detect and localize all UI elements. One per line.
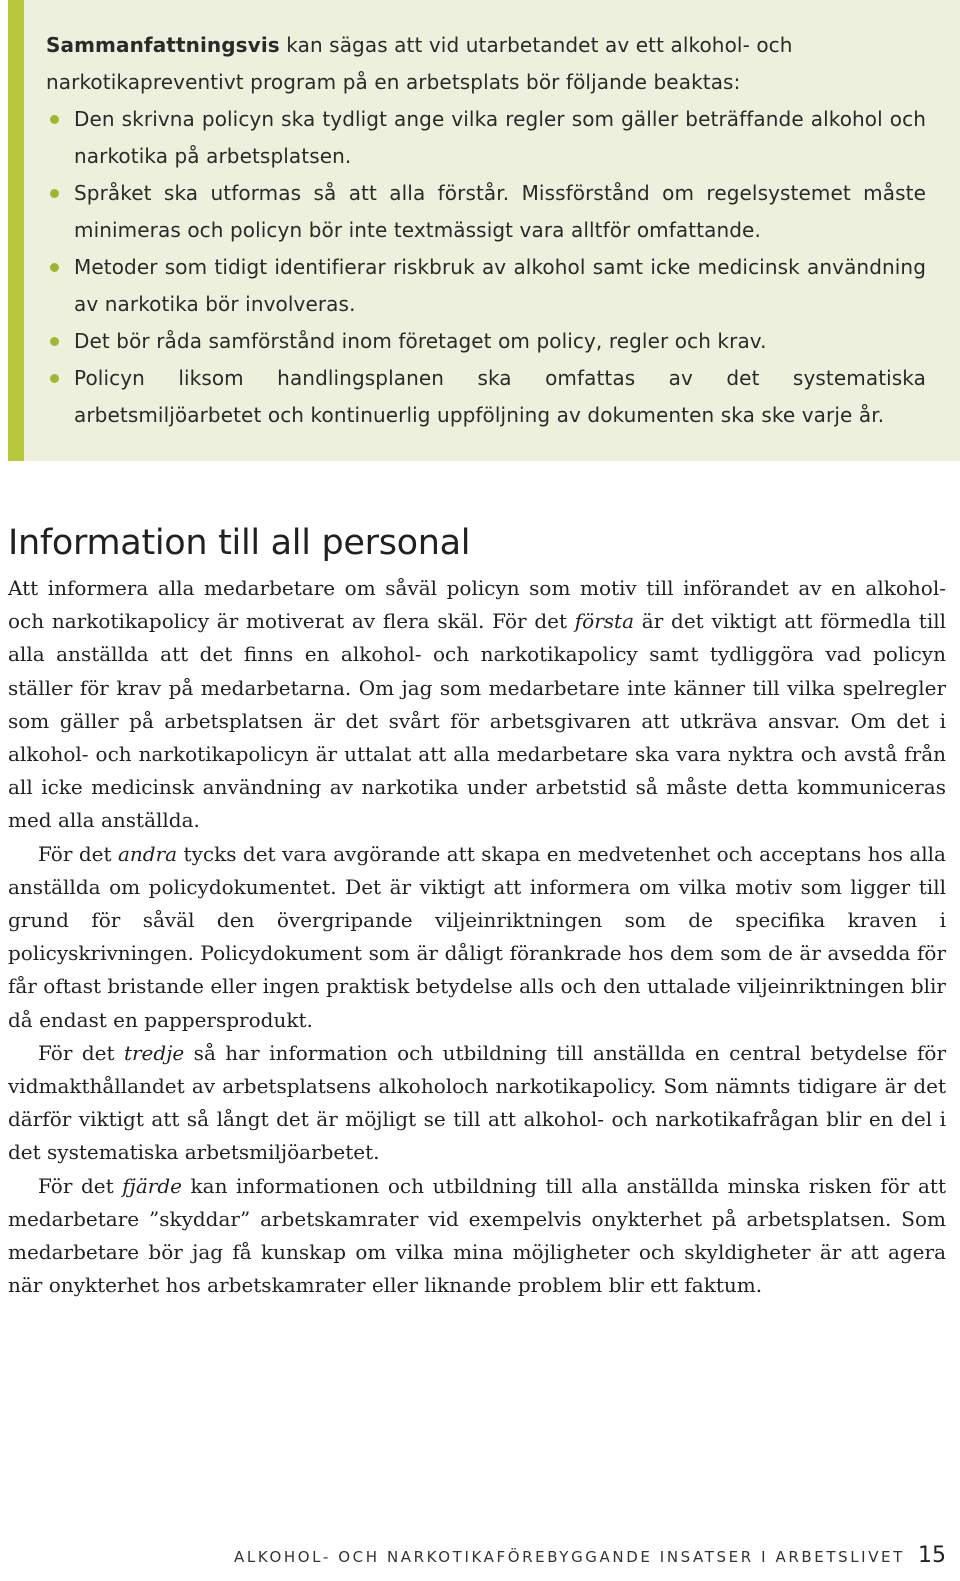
paragraph-emphasis: första bbox=[574, 609, 634, 634]
summary-lead-rest: kan sägas att vid utarbetandet av ett alkohol- och narkotikapreventivt program på en arbetsplats bör följande beaktas: bbox=[46, 33, 793, 94]
summary-bullet-text: Metoder som tidigt identifierar riskbruk av alkohol samt icke medicinsk användning av narkotika bör involveras. bbox=[74, 255, 926, 316]
paragraph-text: För det bbox=[38, 841, 118, 866]
summary-text bbox=[46, 27, 926, 434]
page-footer bbox=[234, 1543, 946, 1568]
summary-box bbox=[8, 0, 960, 461]
summary-bullet-text: Policyn liksom handlingsplanen ska omfattas av det systematiska arbetsmiljöarbetet och kontinuerlig uppföljning av dokumenten ska ske varje år. bbox=[74, 366, 926, 427]
summary-bullet bbox=[46, 360, 926, 434]
paragraph-emphasis: tredje bbox=[123, 1040, 185, 1065]
body-paragraph-4 bbox=[8, 1170, 946, 1303]
page-number: 15 bbox=[918, 1543, 946, 1568]
running-title: ALKOHOL- OCH NARKOTIKAFÖREBYGGANDE INSATSER I ARBETSLIVET bbox=[234, 1548, 905, 1566]
body-text bbox=[8, 572, 946, 1302]
paragraph-text: För det bbox=[38, 1173, 123, 1198]
body-paragraph-3 bbox=[8, 1037, 946, 1170]
summary-bullet bbox=[46, 249, 926, 323]
section-heading: Information till all personal bbox=[8, 523, 471, 563]
summary-lead bbox=[46, 27, 926, 101]
paragraph-text: För det bbox=[38, 1040, 124, 1065]
body-paragraph-1 bbox=[8, 572, 946, 838]
summary-bullet-list bbox=[46, 101, 926, 434]
paragraph-emphasis: andra bbox=[117, 841, 178, 866]
paragraph-text: tycks det vara avgörande att skapa en medvetenhet och acceptans hos alla anställda om policydokumentet. Det är viktigt att informera om vilka motiv som ligger till grund för såväl den övergripande viljeinriktningen som de specifika kraven i policyskrivningen. Policydokument som är dåligt förankrade hos dem som de är avsedda för får oftast bristande eller ingen praktisk betydelse alls och den uttalade viljeinriktningen blir då endast en pappersprodukt. bbox=[8, 841, 946, 1032]
paragraph-text: kan informationen och utbildning till alla anställda minska risken för att medarbetare ”skyddar” arbetskamrater vid exempelvis onykterhet på arbetsplatsen. Som medarbetare bör jag få kunskap om vilka mina möjligheter och skyldigheter är att agera när onykterhet hos arbetskamrater eller liknande problem blir ett faktum. bbox=[8, 1173, 946, 1298]
paragraph-text: är det viktigt att förmedla till alla anställda att det finns en alkohol- och narkotikapolicy samt tydliggöra vad policyn ställer för krav på medarbetarna. Om jag som medarbetare inte känner till vilka spelregler som gäller på arbetsplatsen är det svårt för arbetsgivaren att utkräva ansvar. Om det i alkohol- och narkotikapolicyn är uttalat att alla medarbetare ska vara nyktra och avstå från all icke medicinsk användning av narkotika under arbetstid så måste detta kommuniceras med alla anställda. bbox=[8, 609, 947, 833]
bullet-dot-icon bbox=[50, 189, 59, 198]
summary-bullet bbox=[46, 175, 926, 249]
bullet-dot-icon bbox=[50, 374, 59, 383]
paragraph-text: Att informera alla medarbetare om såväl policyn som motiv till införandet av en alkohol- och narkotikapolicy är motiverat av flera skäl. För det bbox=[8, 576, 946, 634]
summary-accent-bar bbox=[8, 0, 24, 461]
bullet-dot-icon bbox=[50, 115, 59, 124]
summary-bullet bbox=[46, 323, 926, 360]
summary-lead-bold: Sammanfattningsvis bbox=[46, 33, 280, 57]
body-paragraph-2 bbox=[8, 838, 946, 1037]
summary-bullet bbox=[46, 101, 926, 175]
summary-bullet-text: Det bör råda samförstånd inom företaget om policy, regler och krav. bbox=[74, 329, 767, 353]
bullet-dot-icon bbox=[50, 263, 59, 272]
bullet-dot-icon bbox=[50, 337, 59, 346]
paragraph-emphasis: fjärde bbox=[122, 1173, 182, 1198]
summary-bullet-text: Språket ska utformas så att alla förstår. Missförstånd om regelsystemet måste minimeras och policyn bör inte textmässigt vara alltför omfattande. bbox=[74, 181, 926, 242]
paragraph-text: så har information och utbildning till anställda en central betydelse för vidmakthållandet av arbetsplatsens alkoholoch narkotikapolicy. Som nämnts tidigare är det därför viktigt att så långt det är möjligt se till att alkohol- och narkotikafrågan blir en del i det systematiska arbetsmiljöarbetet. bbox=[8, 1040, 946, 1165]
summary-bullet-text: Den skrivna policyn ska tydligt ange vilka regler som gäller beträffande alkohol och narkotika på arbetsplatsen. bbox=[74, 107, 926, 168]
